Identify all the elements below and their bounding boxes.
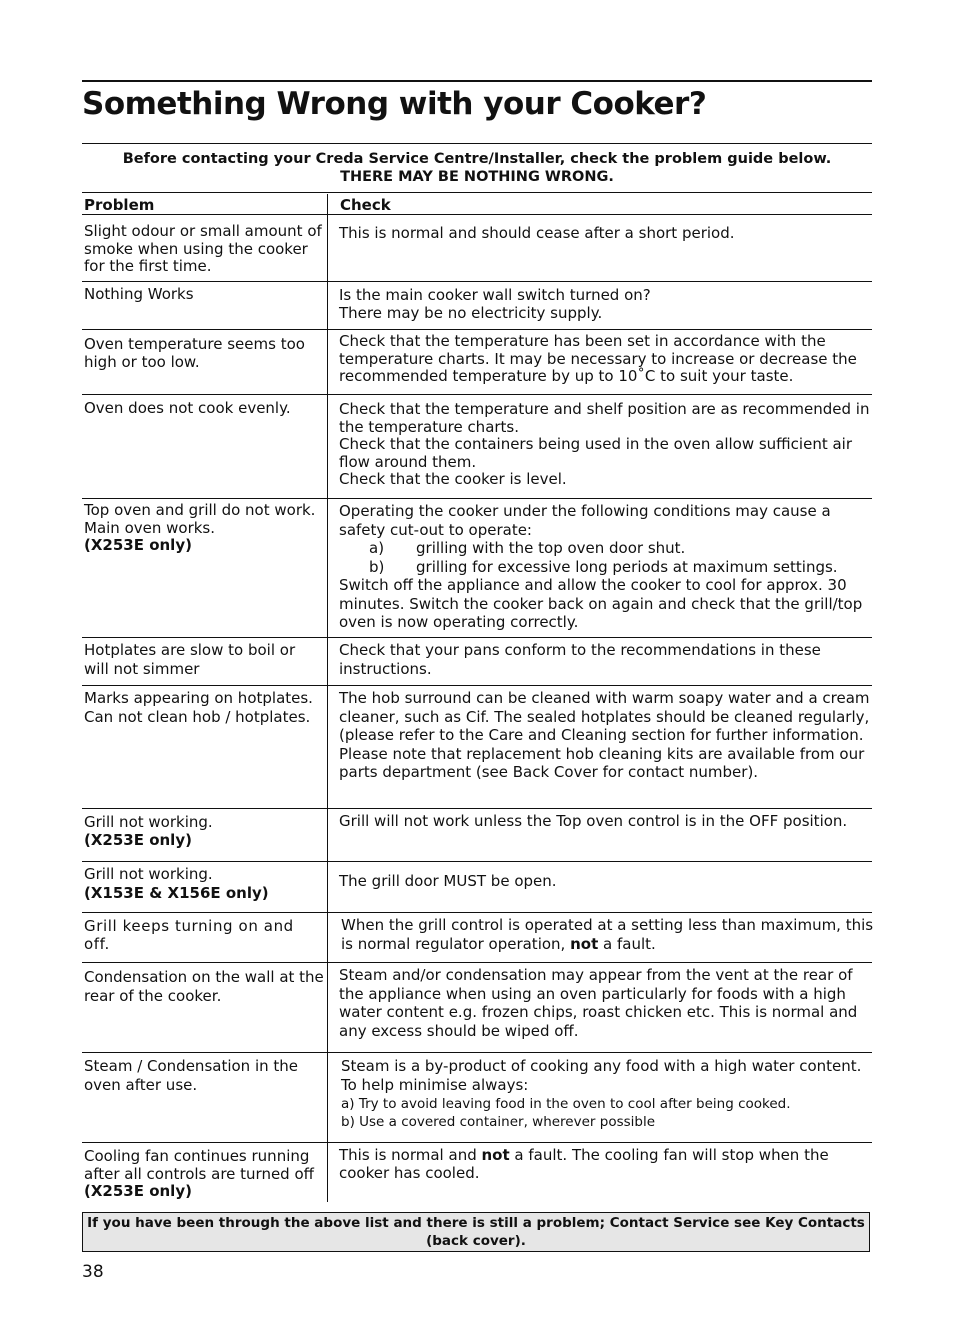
check-cell [339,689,873,782]
problem-cell [84,814,324,849]
row-divider [82,808,872,809]
row-divider [82,498,872,499]
row-divider [82,912,872,913]
check-line: Please note that replacement hob cleaning kits are available from our parts department (see Back Cover for contact number). [339,744,865,781]
check-cell: Grill will not work unless the Top oven control is in the OFF position. [339,812,848,830]
problem-cell: Oven temperature seems too high or too low. [84,335,305,371]
problem-cell [84,1148,324,1201]
problem-cell: Slight odour or small amount of smoke when using the cooker for the first time. [84,222,322,275]
check-cell [339,287,873,322]
row-divider [82,394,872,395]
problem-cell: Grill keeps turning on and off. [84,917,294,953]
page-number: 38 [82,1262,104,1282]
problem-text: Grill not working. [84,813,213,831]
check-text: a fault. The cooling fan will stop when the cooker has cooled. [339,1146,829,1182]
check-cell [339,502,873,632]
check-item-label: a) [369,539,385,557]
problem-text: Cooling fan continues running after all controls are turned off [84,1147,314,1183]
model-note: (X253E only) [84,830,192,849]
check-outro: Switch off the appliance and allow the cooker to cool for approx. 30 minutes. Switch the cooker back on again and check that the grill/top oven is now operating correctly. [339,576,863,631]
check-text: This is normal and [339,1146,482,1164]
top-rule [82,80,872,82]
check-tip: a) Try to avoid leaving food in the oven to cool after being cooked. [341,1096,791,1112]
check-line: Check that the cooker is level. [339,470,567,488]
row-divider [82,685,872,686]
check-emphasis: not [481,1146,510,1164]
intro-notice [82,150,872,186]
check-cell [341,916,875,954]
check-intro: Operating the cooker under the following conditions may cause a safety cut-out to operate: [339,502,831,539]
check-cell: Check that your pans conform to the recommendations in these instructions. [339,641,821,678]
intro-rule [82,192,872,193]
check-item [339,558,873,577]
check-tip: b) Use a covered container, wherever possible [341,1114,656,1130]
check-cell: Steam and/or condensation may appear from the vent at the rear of the appliance when using an oven particularly for foods with a high water content e.g. frozen chips, roast chicken etc. This is normal and any excess should be wiped off. [339,966,858,1040]
model-note: (X253E only) [84,536,192,554]
problem-cell [84,865,324,903]
row-divider [82,861,872,862]
problem-text: Grill not working. [84,865,213,883]
column-header-check: Check [340,196,391,214]
check-item [339,539,873,558]
title-rule [82,143,872,144]
check-item-label: b) [369,557,385,576]
row-divider [82,329,872,330]
problem-cell: Hotplates are slow to boil or will not simmer [84,641,296,678]
check-item-text: grilling with the top oven door shut. [416,539,686,557]
problem-cell: Oven does not cook evenly. [84,399,291,417]
column-header-problem: Problem [84,196,155,214]
problem-cell [84,502,324,555]
check-line: Is the main cooker wall switch turned on? [339,286,651,304]
intro-line-1: Before contacting your Creda Service Centre/Installer, check the problem guide below. [122,151,832,167]
column-divider [327,194,328,1202]
row-divider [82,1052,872,1053]
check-text: a fault. [598,935,656,953]
problem-line: Can not clean hob / hotplates. [84,707,311,726]
check-cell: This is normal and should cease after a short period. [339,224,735,242]
check-line: Check that the containers being used in the oven allow sufficient air flow around them. [339,435,853,471]
check-cell [339,1147,873,1182]
check-item-text: grilling for excessive long periods at maximum settings. [416,557,838,576]
model-note: (X253E only) [84,1182,192,1200]
row-divider [82,962,872,963]
row-divider [82,281,872,282]
intro-line-2: THERE MAY BE NOTHING WRONG. [340,169,614,185]
problem-cell: Nothing Works [84,285,194,303]
check-emphasis: not [570,935,599,953]
problem-cell: Steam / Condensation in the oven after use. [84,1057,299,1094]
check-cell [339,401,873,489]
model-note: (X153E & X156E only) [84,884,269,902]
check-line: There may be no electricity supply. [339,303,603,322]
check-line: Check that the temperature and shelf position are as recommended in the temperature charts. [339,400,870,436]
check-cell: The grill door MUST be open. [339,872,557,890]
problem-text: Top oven and grill do not work. Main oven works. [84,501,316,537]
problem-cell: Condensation on the wall at the rear of the cooker. [84,968,324,1005]
page-title: Something Wrong with your Cooker? [82,86,707,122]
row-divider [82,637,872,638]
contact-service-notice: If you have been through the above list and there is still a problem; Contact Service see Key Contacts (back cover). [82,1212,870,1252]
problem-cell [84,689,324,726]
row-divider [82,1142,872,1143]
check-text: When the grill control is operated at a setting less than maximum, this is normal regulator operation, [341,916,874,953]
problem-line: Marks appearing on hotplates. [84,689,313,707]
check-cell: Check that the temperature has been set in accordance with the temperature charts. It may be necessary to increase or decrease the recommended temperature by up to 10˚C to suit your taste. [339,332,857,385]
header-rule [82,214,872,215]
check-cell [341,1057,875,1131]
check-line: The hob surround can be cleaned with warm soapy water and a cream cleaner, such as Cif. The sealed hotplates should be cleaned regularly, (please refer to the Care and Cleaning section for further information. [339,689,870,744]
check-text: Steam is a by-product of cooking any food with a high water content. To help minimise always: [341,1057,862,1094]
